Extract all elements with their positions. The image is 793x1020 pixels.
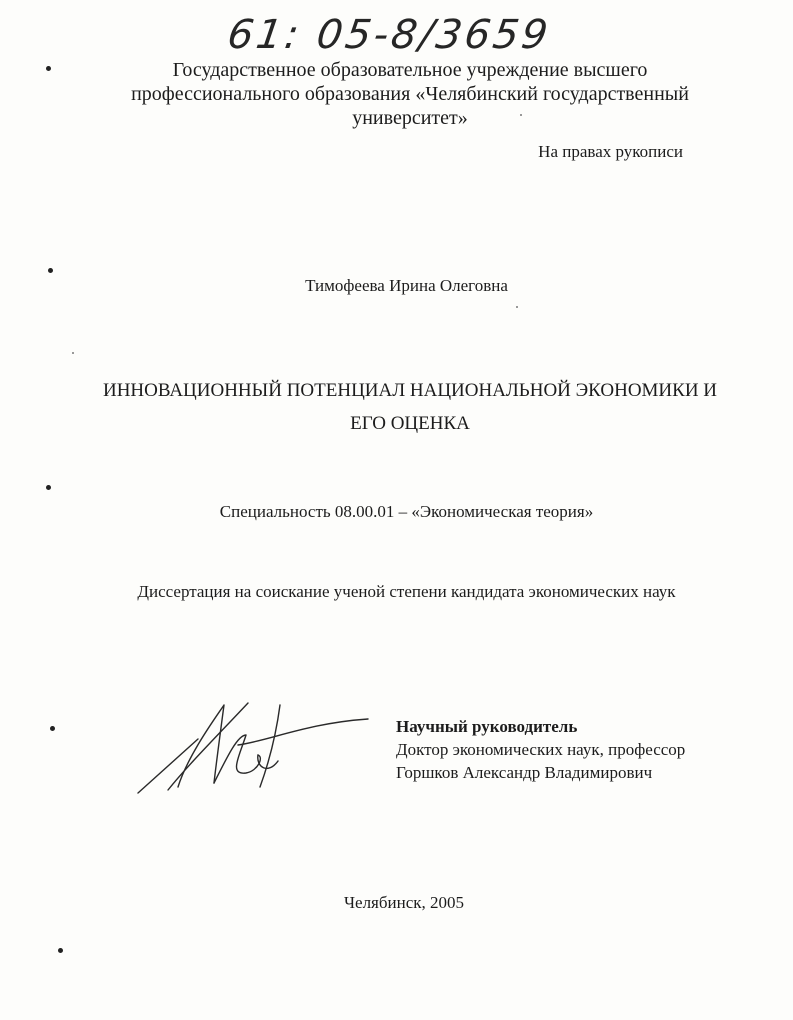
binder-hole-mark: [46, 485, 51, 490]
scan-speck: [520, 114, 522, 116]
thesis-title: [90, 374, 730, 440]
supervisor-degree: Доктор экономических наук, профессор: [396, 740, 686, 759]
degree-statement: Диссертация на соискание ученой степени кандидата экономических наук: [137, 582, 676, 601]
scan-speck: [516, 306, 518, 308]
binder-hole-mark: [46, 66, 51, 71]
city-year: Челябинск, 2005: [343, 893, 465, 912]
binder-hole-mark: [58, 948, 63, 953]
specialty: Специальность 08.00.01 – «Экономическая теория»: [219, 502, 594, 521]
signature-image: [128, 695, 388, 805]
binder-hole-mark: [48, 268, 53, 273]
thesis-title-line1: ИННОВАЦИОННЫЙ ПОТЕНЦИАЛ НАЦИОНАЛЬНОЙ ЭКОНОМИКИ И: [102, 380, 718, 401]
author-name: Тимофеева Ирина Олеговна: [305, 276, 508, 295]
supervisor-name: Горшков Александр Владимирович: [396, 763, 653, 782]
archive-stamp: 61: 05-8/3659: [224, 12, 554, 58]
thesis-title-line2: ЕГО ОЦЕНКА: [350, 413, 470, 434]
supervisor-block: [396, 715, 685, 784]
scan-speck: [72, 352, 74, 354]
binder-hole-mark: [50, 726, 55, 731]
supervisor-heading: Научный руководитель: [396, 717, 578, 736]
rights-note: На правах рукописи: [538, 142, 683, 161]
institution-name: Государственное образовательное учреждение высшего профессионального образования «Челябинский государственный университет»: [131, 59, 689, 129]
